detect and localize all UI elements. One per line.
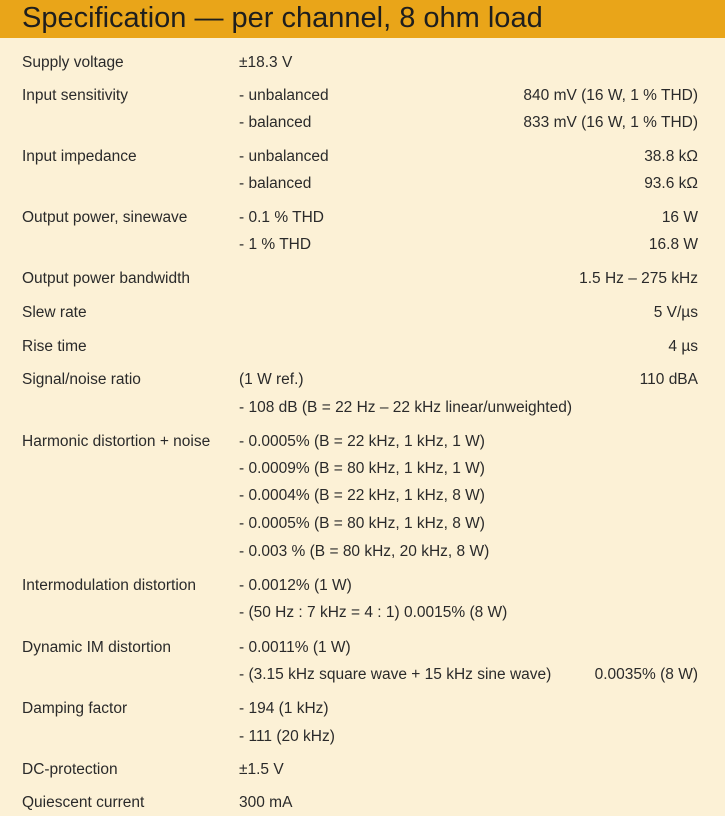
spec-row-thd-noise-3 — [0, 484, 725, 508]
spec-row-dc-protection — [0, 758, 725, 782]
spec-label: Input sensitivity — [22, 87, 128, 104]
spec-condition: - 0.0011% (1 W) — [239, 639, 351, 656]
spec-condition: - 1 % THD — [239, 236, 312, 253]
spec-row-damping-factor-2 — [0, 725, 725, 749]
spec-row-dynamic-im — [0, 636, 725, 660]
spec-label: Harmonic distortion + noise — [22, 433, 211, 450]
spec-value: 110 dBA — [639, 371, 698, 388]
spec-row-output-power-1pct — [0, 233, 725, 257]
spec-label: Intermodulation distortion — [22, 577, 197, 594]
spec-value: 16.8 W — [648, 236, 698, 253]
spec-label: Damping factor — [22, 700, 128, 717]
spec-label: Dynamic IM distortion — [22, 639, 172, 656]
spec-value: 840 mV (16 W, 1 % THD) — [523, 87, 698, 104]
spec-label: Quiescent current — [22, 794, 145, 811]
spec-row-input-impedance-balanced — [0, 172, 725, 196]
spec-row-damping-factor — [0, 697, 725, 721]
spec-condition: - 111 (20 kHz) — [239, 728, 335, 745]
spec-condition: - 194 (1 kHz) — [239, 700, 329, 717]
spec-row-rise-time — [0, 335, 725, 359]
spec-label: DC-protection — [22, 761, 118, 778]
spec-condition: - 0.0005% (B = 22 kHz, 1 kHz, 1 W) — [239, 433, 485, 450]
spec-row-thd-noise-2 — [0, 457, 725, 481]
spec-value: 93.6 kΩ — [644, 175, 698, 192]
spec-row-input-sensitivity-balanced — [0, 111, 725, 135]
spec-value: 1.5 Hz – 275 kHz — [579, 270, 698, 287]
spec-label: Rise time — [22, 338, 87, 355]
spec-row-supply-voltage — [0, 51, 725, 75]
spec-row-thd-noise-4 — [0, 512, 725, 536]
spec-label: Output power bandwidth — [22, 270, 191, 287]
spec-row-intermodulation-2 — [0, 601, 725, 625]
spec-condition: ±18.3 V — [239, 54, 293, 71]
spec-row-thd-noise — [0, 430, 725, 454]
spec-row-output-power — [0, 206, 725, 230]
spec-condition: 300 mA — [239, 794, 293, 811]
spec-condition: - 0.0012% (1 W) — [239, 577, 352, 594]
spec-value: 833 mV (16 W, 1 % THD) — [523, 114, 698, 131]
spec-condition: - 108 dB (B = 22 Hz – 22 kHz linear/unweighted) — [239, 399, 573, 416]
spec-value: 16 W — [661, 209, 698, 226]
spec-row-signal-noise-unweighted — [0, 396, 725, 420]
spec-label: Signal/noise ratio — [22, 371, 141, 388]
spec-value: 5 V/µs — [653, 304, 698, 321]
spec-row-input-impedance — [0, 145, 725, 169]
spec-value: 4 µs — [668, 338, 698, 355]
spec-condition: - 0.1 % THD — [239, 209, 324, 226]
spec-condition: - unbalanced — [239, 148, 329, 165]
spec-condition: - unbalanced — [239, 87, 329, 104]
spec-condition: - balanced — [239, 114, 312, 131]
spec-label: Output power, sinewave — [22, 209, 188, 226]
spec-row-quiescent-current — [0, 791, 725, 815]
spec-condition: - 0.0005% (B = 80 kHz, 1 kHz, 8 W) — [239, 515, 485, 532]
spec-condition: ±1.5 V — [239, 761, 284, 778]
page-title: Specification — per channel, 8 ohm load — [22, 2, 543, 34]
spec-row-slew-rate — [0, 301, 725, 325]
spec-condition: - 0.0004% (B = 22 kHz, 1 kHz, 8 W) — [239, 487, 485, 504]
spec-value: 0.0035% (8 W) — [594, 666, 698, 683]
spec-row-signal-noise — [0, 368, 725, 392]
spec-value: 38.8 kΩ — [644, 148, 698, 165]
spec-row-intermodulation — [0, 574, 725, 598]
spec-row-output-power-bandwidth — [0, 267, 725, 291]
spec-condition: - balanced — [239, 175, 312, 192]
spec-row-dynamic-im-2 — [0, 663, 725, 687]
spec-label: Input impedance — [22, 148, 137, 165]
spec-condition: - (50 Hz : 7 kHz = 4 : 1) 0.0015% (8 W) — [239, 604, 508, 621]
spec-condition: - 0.003 % (B = 80 kHz, 20 kHz, 8 W) — [239, 543, 490, 560]
spec-condition: - 0.0009% (B = 80 kHz, 1 kHz, 1 W) — [239, 460, 485, 477]
spec-label: Supply voltage — [22, 54, 124, 71]
spec-condition: - (3.15 kHz square wave + 15 kHz sine wave) — [239, 666, 552, 683]
spec-row-input-sensitivity — [0, 84, 725, 108]
title-band — [0, 0, 725, 38]
spec-condition: (1 W ref.) — [239, 371, 304, 388]
spec-row-thd-noise-5 — [0, 540, 725, 564]
spec-label: Slew rate — [22, 304, 87, 321]
